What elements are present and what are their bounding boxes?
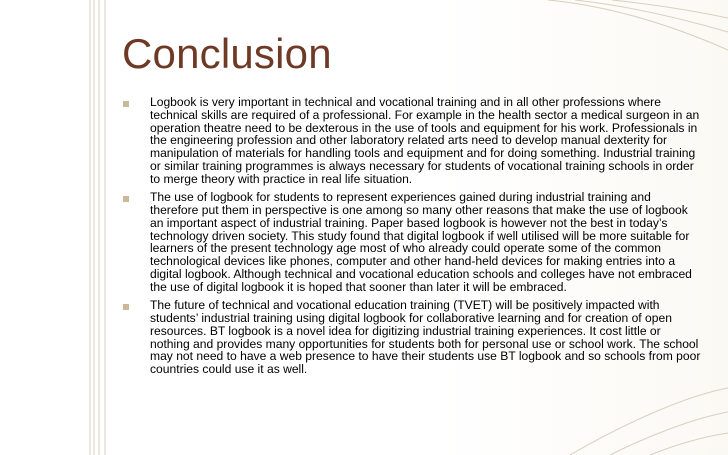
square-bullet-icon — [121, 99, 131, 109]
bullet-item — [121, 96, 701, 185]
bullet-text: The future of technical and vocational education training (TVET) will be positively impacted with students’ industrial training using digital logbook for collaborative learning and for creation of open resources. BT logbook is a novel idea for digitizing industrial training experiences. It cost little or nothing and provides many opportunities for students both for personal use or school work. The school may not need to have a web presence to have their students use BT logbook and so schools from poor countries could use it as well. — [150, 298, 701, 376]
slide-title: Conclusion — [122, 30, 332, 77]
square-bullet-icon — [121, 194, 131, 204]
bullet-item — [121, 191, 701, 293]
bullet-list — [121, 96, 701, 382]
square-bullet-icon — [121, 302, 131, 312]
bullet-text: Logbook is very important in technical and vocational training and in all other professions where technical skills are required of a professional. For example in the health sector a medical surgeon in an operation theatre need to be dexterous in the use of tools and equipment for his work. Professionals in the engineering profession and other laboratory related arts need to develop manual dexterity for manipulation of materials for handling tools and equipment and for doing something. Industrial training or similar training programmes is always necessary for students of vocational training schools in order to merge theory with practice in real life situation. — [150, 95, 700, 186]
bullet-item — [121, 299, 701, 376]
bullet-text: The use of logbook for students to represent experiences gained during industrial training and therefore put them in perspective is one among so many other reasons that make the use of logbook an important aspect of industrial training. Paper based logbook is however not the best in today’s technology driven society. This study found that digital logbook if well utilised will be more suitable for learners of the present technology age most of who already could operate some of the common technological devices like phones, computer and other hand-held devices for making entries into a digital logbook. Although technical and vocational education schools and colleges have not embraced the use of digital logbook it is hoped that sooner than later it will be embraced. — [150, 190, 692, 294]
